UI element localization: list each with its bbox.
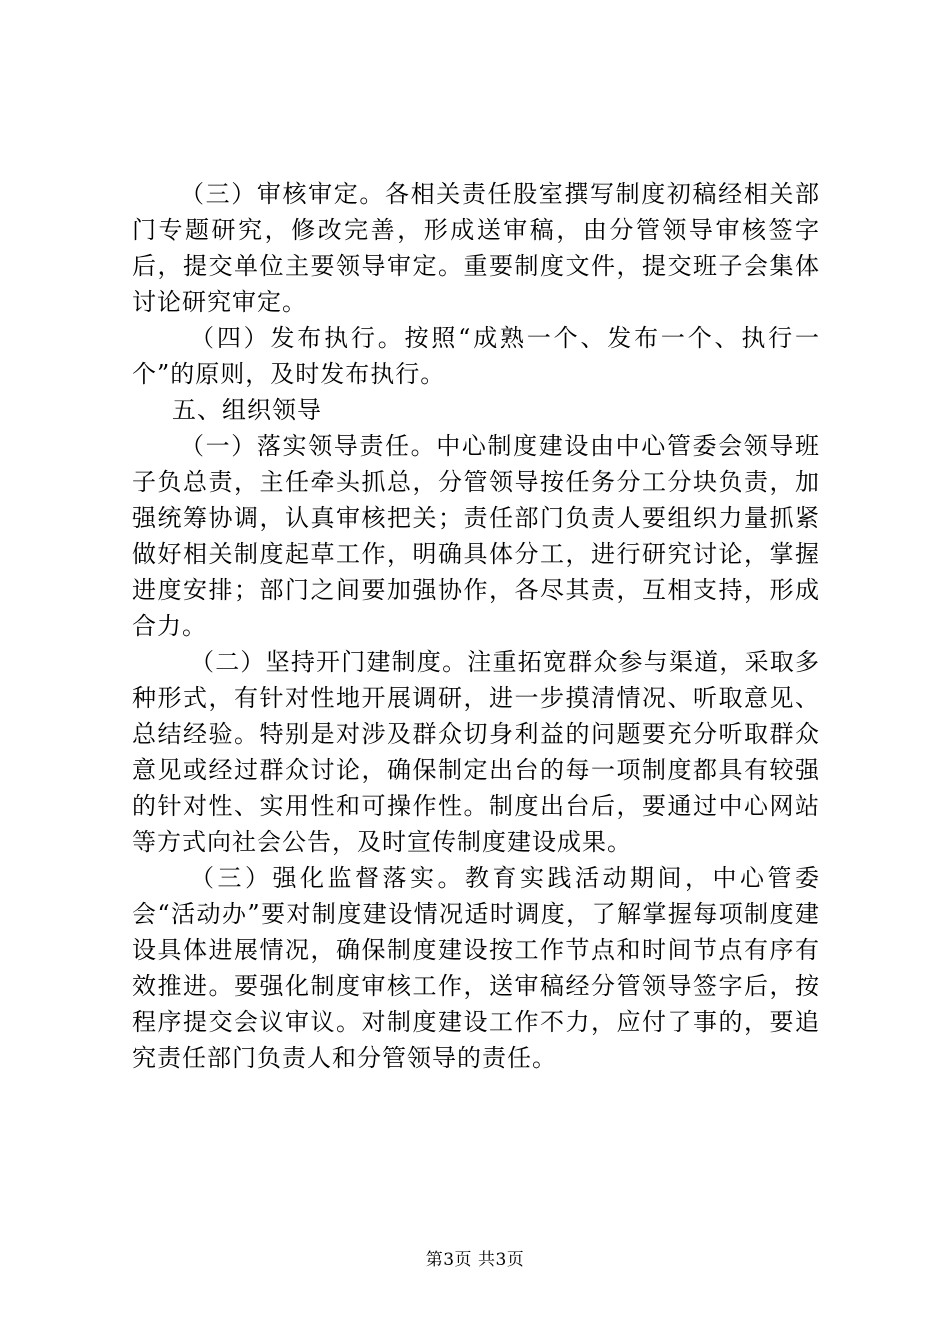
page-number-footer: 第3页 共3页 [425,1250,525,1270]
document-body [132,176,820,1076]
paragraph-review-approval: （三）审核审定。各相关责任股室撰写制度初稿经相关部门专题研究，修改完善，形成送审稿，由分管领导审核签字后，提交单位主要领导审定。重要制度文件，提交班子会集体讨论研究审定。 [132,180,820,316]
section-heading-organization: 五、组织领导 [172,396,322,424]
paragraph-publish-execute: （四）发布执行。按照“成熟一个、发布一个、执行一个”的原则，及时发布执行。 [132,324,820,388]
paragraph-supervision: （三）强化监督落实。教育实践活动期间，中心管委会“活动办”要对制度建设情况适时调度，了解掌握每项制度建设具体进展情况，确保制度建设按工作节点和时间节点有序有效推进。要强化制度审核工作，送审稿经分管领导签字后，按程序提交会议审议。对制度建设工作不力，应付了事的，要追究责任部门负责人和分管领导的责任。 [132,864,820,1072]
paragraph-open-system-building: （二）坚持开门建制度。注重拓宽群众参与渠道，采取多种形式，有针对性地开展调研，进一步摸清情况、听取意见、总结经验。特别是对涉及群众切身利益的问题要充分听取群众意见或经过群众讨论，确保制定出台的每一项制度都具有较强的针对性、实用性和可操作性。制度出台后，要通过中心网站等方式向社会公告，及时宣传制度建设成果。 [132,648,820,856]
paragraph-leadership-responsibility: （一）落实领导责任。中心制度建设由中心管委会领导班子负总责，主任牵头抓总，分管领导按任务分工分块负责，加强统筹协调，认真审核把关；责任部门负责人要组织力量抓紧做好相关制度起草工作，明确具体分工，进行研究讨论，掌握进度安排；部门之间要加强协作，各尽其责，互相支持，形成合力。 [132,432,820,640]
